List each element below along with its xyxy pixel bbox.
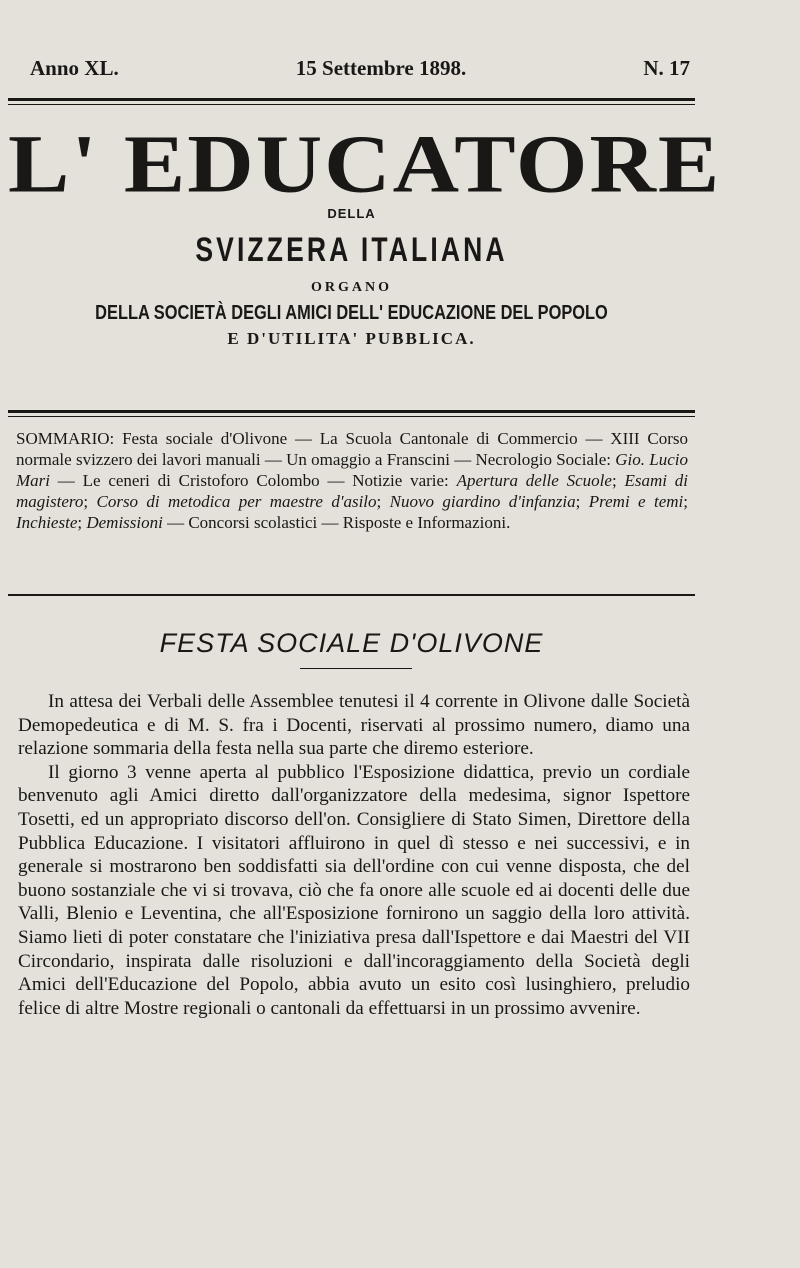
summary-item-1: Apertura delle Scuole xyxy=(456,471,612,490)
issue-number: N. 17 xyxy=(643,56,690,80)
summary-sep: ; xyxy=(83,492,97,511)
article-paragraph-2: Il giorno 3 venne aperta al pubblico l'Esposizione didattica, previo un cordiale benvenuto agli Amici diretto dall'organizzatore della medesima, signor Ispettore Tosetti, ed un appropriato discorso dell'on. Consigliere di Stato Simen, Direttore della Pubblica Educazione. I visitatori affluirono in quel dì stesso e nei successivi, e in generale si mostrarono ben soddisfatti sia dell'ordine con cui venne disposta, che del buono sostanziale che vi si trovava, ciò che fa onore alle scuole ed ai docenti delle due Valli, Blenio e Leventina, che all'Esposizione fornirono un saggio della loro attività. Siamo lieti di poter constatare che l'iniziativa presa dall'Ispettore e dai Maestri del VII Circondario, inspirata dalle risoluzioni e dall'incoraggiamento della Società degli Amici dell'Educazione del Popolo, abbia avuto un esito così lusinghiero, preludio felice di altre Mostre regionali o cantonali da effettuarsi in un prossimo avvenire. xyxy=(18,761,690,1019)
masthead-organo: ORGANO xyxy=(311,280,392,295)
summary-rule xyxy=(8,594,695,596)
header-rule xyxy=(8,98,695,105)
summary-sep: ; xyxy=(575,492,589,511)
summary-sep: ; xyxy=(77,513,87,532)
masthead-rule xyxy=(8,410,695,417)
summary-item-6: Inchieste xyxy=(16,513,78,532)
issue-header xyxy=(30,56,690,81)
summary-deceased: Gio. Lucio Mari xyxy=(16,450,688,490)
masthead-della: DELLA xyxy=(327,206,376,221)
summary-block xyxy=(16,428,688,533)
summary-sep: ; xyxy=(376,492,390,511)
issue-date: 15 Settembre 1898. xyxy=(295,56,467,80)
summary-sep: ; xyxy=(683,492,688,511)
summary-item-5: Premi e temi xyxy=(588,492,684,511)
volume-number: Anno XL. xyxy=(30,56,119,80)
newspaper-subtitle: SVIZZERA ITALIANA xyxy=(195,231,508,269)
newspaper-title: L' EDUCATORE xyxy=(8,117,722,210)
summary-item-2: Esami di magistero xyxy=(16,471,688,511)
summary-text-3: — Concorsi scolastici — Risposte e Informazioni. xyxy=(162,513,511,532)
title-underline xyxy=(300,668,412,669)
summary-item-3: Corso di metodica per maestre d'asilo xyxy=(96,492,377,511)
summary-text-2: — Le ceneri di Cristoforo Colombo — Notizie varie: xyxy=(50,471,457,490)
masthead xyxy=(8,117,722,349)
article-title: FESTA SOCIALE D'OLIVONE xyxy=(159,628,544,658)
summary-text-1: Festa sociale d'Olivone — La Scuola Cantonale di Commercio — XIII Corso normale svizzero dei lavori manuali — Un omaggio a Franscini — Necrologio Sociale: xyxy=(16,429,688,469)
summary-item-4: Nuovo giardino d'infanzia xyxy=(389,492,576,511)
summary-label: SOMMARIO: xyxy=(16,429,115,448)
article-paragraph-1: In attesa dei Verbali delle Assemblee tenutesi il 4 corrente in Olivone dalle Società Demopedeutica e di M. S. fra i Docenti, riservati al prossimo numero, diamo una relazione sommaria della festa nella sua parte che diremo esteriore. xyxy=(18,691,690,760)
masthead-society: DELLA SOCIETÀ DEGLI AMICI DELL' EDUCAZIONE DEL POPOLO xyxy=(95,302,608,324)
masthead-utility: E D'UTILITA' PUBBLICA. xyxy=(227,329,476,348)
summary-item-7: Demissioni xyxy=(86,513,163,532)
summary-sep: ; xyxy=(611,471,625,490)
article-body xyxy=(18,690,690,1020)
